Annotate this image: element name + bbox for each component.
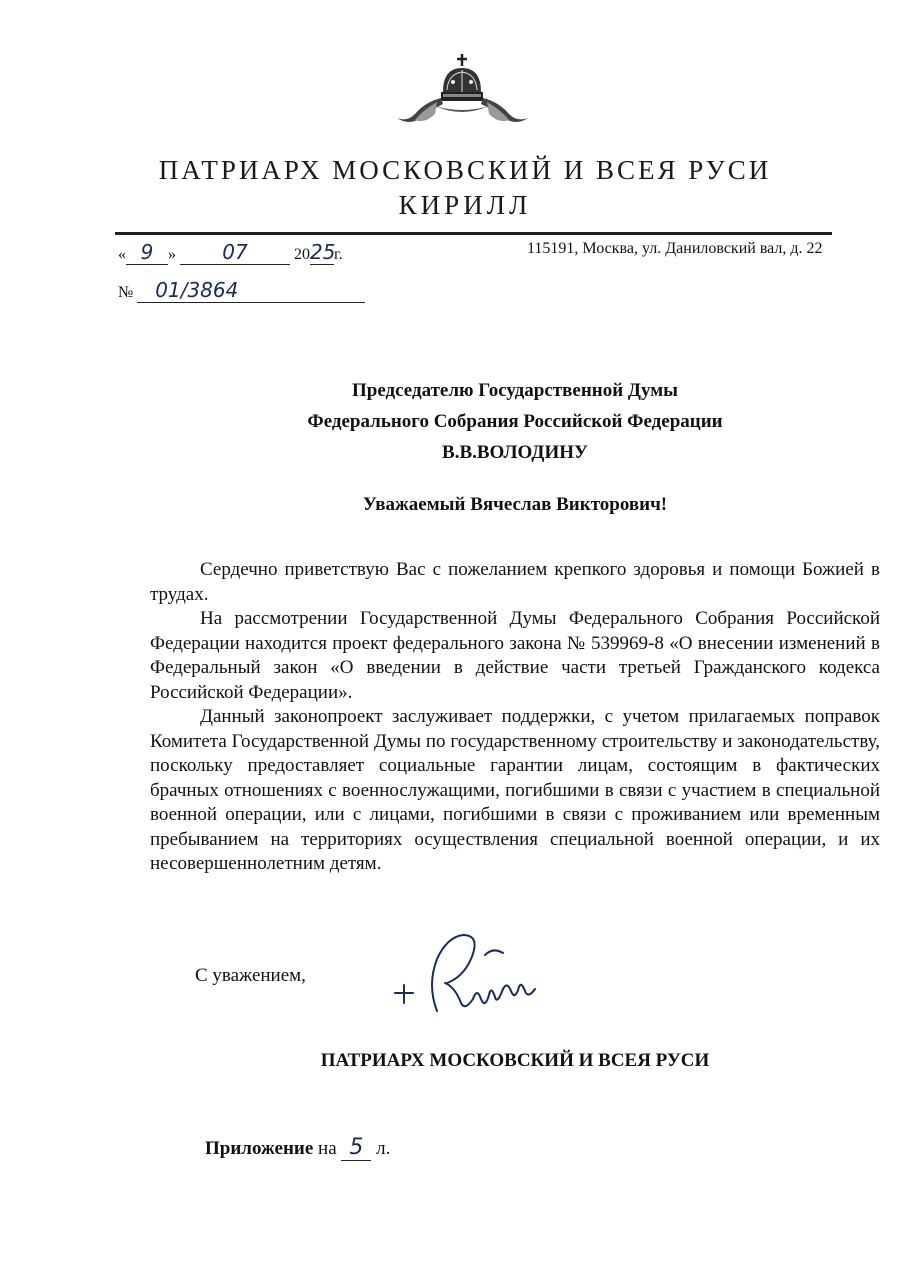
date-month: 07	[180, 240, 290, 265]
number-line	[118, 278, 365, 303]
letterhead-title: ПАТРИАРХ МОСКОВСКИЙ И ВСЕЯ РУСИ	[158, 155, 772, 185]
signature-icon	[385, 925, 555, 1020]
date-year-unit: г.	[334, 246, 343, 263]
paragraph-bill: На рассмотрении Государственной Думы Федерального Собрания Российской Федерации находится проект федерального закона № 539969-8 «О внесении изменений в Федеральный закон «О введении в действие части третьей Гражданского кодекса Российской Федерации».	[150, 608, 880, 703]
appendix-unit: л.	[376, 1138, 391, 1159]
date-year-suffix: 25	[310, 240, 336, 264]
address: 115191, Москва, ул. Даниловский вал, д. 22	[527, 240, 823, 257]
appendix-on: на	[318, 1138, 337, 1159]
crown-crest-icon	[395, 52, 530, 130]
paragraph-support: Данный законопроект заслуживает поддержки, с учетом прилагаемых поправок Комитета Государственной Думы по государственному строительству и законодательству, поскольку предоставляет социальные гарантии лицам, состоящим в фактических брачных отношениях с военнослужащими, погибшими в связи с участием в специальной военной операции, или с лицами, погибшими в связи с проживанием или временным пребыванием на территориях осуществления специальной военной операции, и их несовершеннолетним детям.	[150, 706, 880, 874]
date-open-quote: «	[118, 246, 126, 263]
addressee-name: В.В.ВОЛОДИНУ	[442, 442, 588, 463]
letterhead-name: КИРИЛЛ	[398, 190, 532, 220]
number-value: 01/3864	[137, 278, 365, 303]
letter-body	[150, 558, 880, 877]
addressee-block	[150, 375, 880, 468]
date-line	[118, 240, 343, 265]
appendix-label: Приложение	[205, 1138, 314, 1159]
salutation: Уважаемый Вячеслав Викторович!	[362, 494, 668, 515]
appendix-line	[205, 1135, 390, 1161]
closing: С уважением,	[195, 965, 306, 986]
addressee-line2: Федерального Собрания Российской Федерации	[307, 411, 723, 432]
letterhead-divider	[115, 232, 832, 235]
number-label: №	[118, 284, 134, 301]
addressee-line1: Председателю Государственной Думы	[351, 380, 679, 401]
paragraph-greeting: Сердечно приветствую Вас с пожеланием крепкого здоровья и помощи Божией в трудах.	[150, 559, 880, 605]
date-day: 9	[126, 240, 168, 265]
appendix-count: 5	[341, 1135, 371, 1161]
date-close-quote: »	[168, 246, 176, 263]
signatory-title: ПАТРИАРХ МОСКОВСКИЙ И ВСЕЯ РУСИ	[320, 1050, 710, 1071]
date-year-prefix: 20	[294, 246, 310, 263]
